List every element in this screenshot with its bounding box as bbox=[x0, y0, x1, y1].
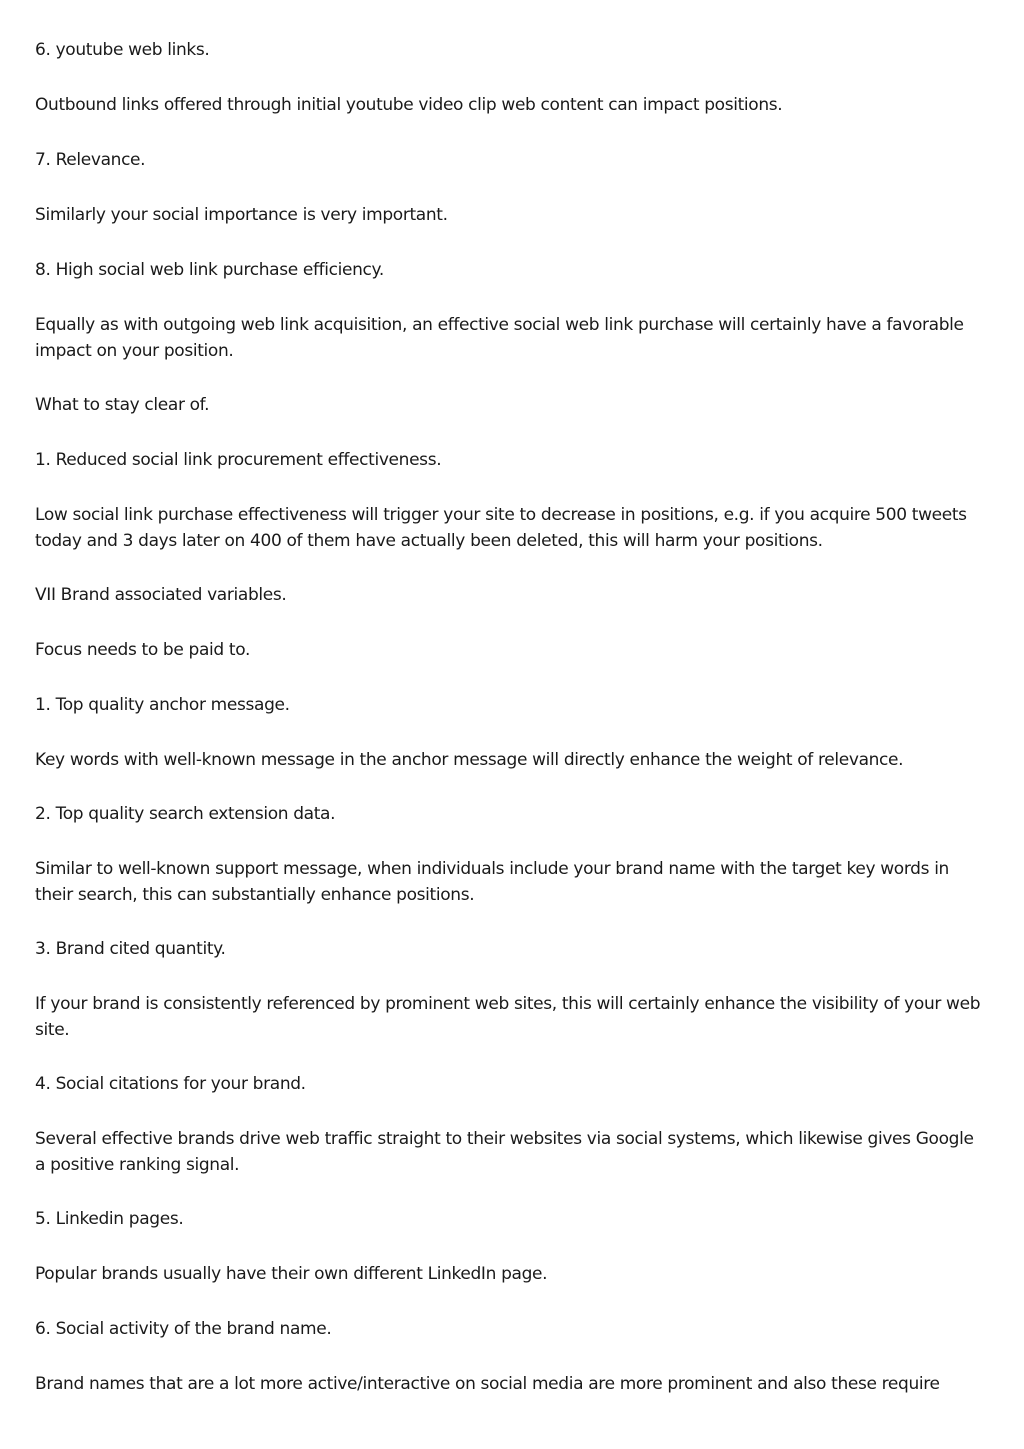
paragraph-body: Key words with well-known message in the anchor message will directly enhance the weight of relevance. bbox=[35, 750, 904, 770]
paragraph-body: Several effective brands drive web traffic straight to their websites via social systems, which likewise gives Google a positive ranking signal. bbox=[35, 1129, 974, 1175]
paragraph-heading-search-extension: 2. Top quality search extension data. bbox=[35, 804, 336, 824]
paragraph-heading-social-citations: 4. Social citations for your brand. bbox=[35, 1074, 306, 1094]
paragraph-heading-brand-variables: VII Brand associated variables. bbox=[35, 585, 287, 605]
paragraph-body: Equally as with outgoing web link acquisition, an effective social web link purchase will certainly have a favorable impact on your position. bbox=[35, 315, 964, 361]
paragraph-body: Outbound links offered through initial youtube video clip web content can impact positions. bbox=[35, 95, 783, 115]
paragraph-body: Similar to well-known support message, when individuals include your brand name with the target key words in their search, this can substantially enhance positions. bbox=[35, 859, 949, 905]
paragraph-heading-social-activity: 6. Social activity of the brand name. bbox=[35, 1319, 332, 1339]
paragraph-body: Similarly your social importance is very important. bbox=[35, 205, 448, 225]
paragraph-heading-relevance: 7. Relevance. bbox=[35, 150, 146, 170]
paragraph-heading-avoid: What to stay clear of. bbox=[35, 395, 210, 415]
paragraph-heading-anchor-message: 1. Top quality anchor message. bbox=[35, 695, 290, 715]
paragraph-body: If your brand is consistently referenced by prominent web sites, this will certainly enhance the visibility of your web site. bbox=[35, 994, 981, 1040]
paragraph-heading-purchase-efficiency: 8. High social web link purchase efficiency. bbox=[35, 260, 384, 280]
paragraph-heading-linkedin: 5. Linkedin pages. bbox=[35, 1209, 184, 1229]
paragraph-heading-brand-cited: 3. Brand cited quantity. bbox=[35, 939, 226, 959]
paragraph-body: Popular brands usually have their own different LinkedIn page. bbox=[35, 1264, 548, 1284]
paragraph-body: Focus needs to be paid to. bbox=[35, 640, 251, 660]
paragraph-heading-youtube-links: 6. youtube web links. bbox=[35, 40, 210, 60]
paragraph-heading-reduced-effectiveness: 1. Reduced social link procurement effectiveness. bbox=[35, 450, 442, 470]
paragraph-body: Brand names that are a lot more active/interactive on social media are more prominent and also these require bbox=[35, 1374, 940, 1394]
paragraph-body: Low social link purchase effectiveness will trigger your site to decrease in positions, e.g. if you acquire 500 tweets today and 3 days later on 400 of them have actually been deleted, this will harm your positions. bbox=[35, 505, 967, 551]
